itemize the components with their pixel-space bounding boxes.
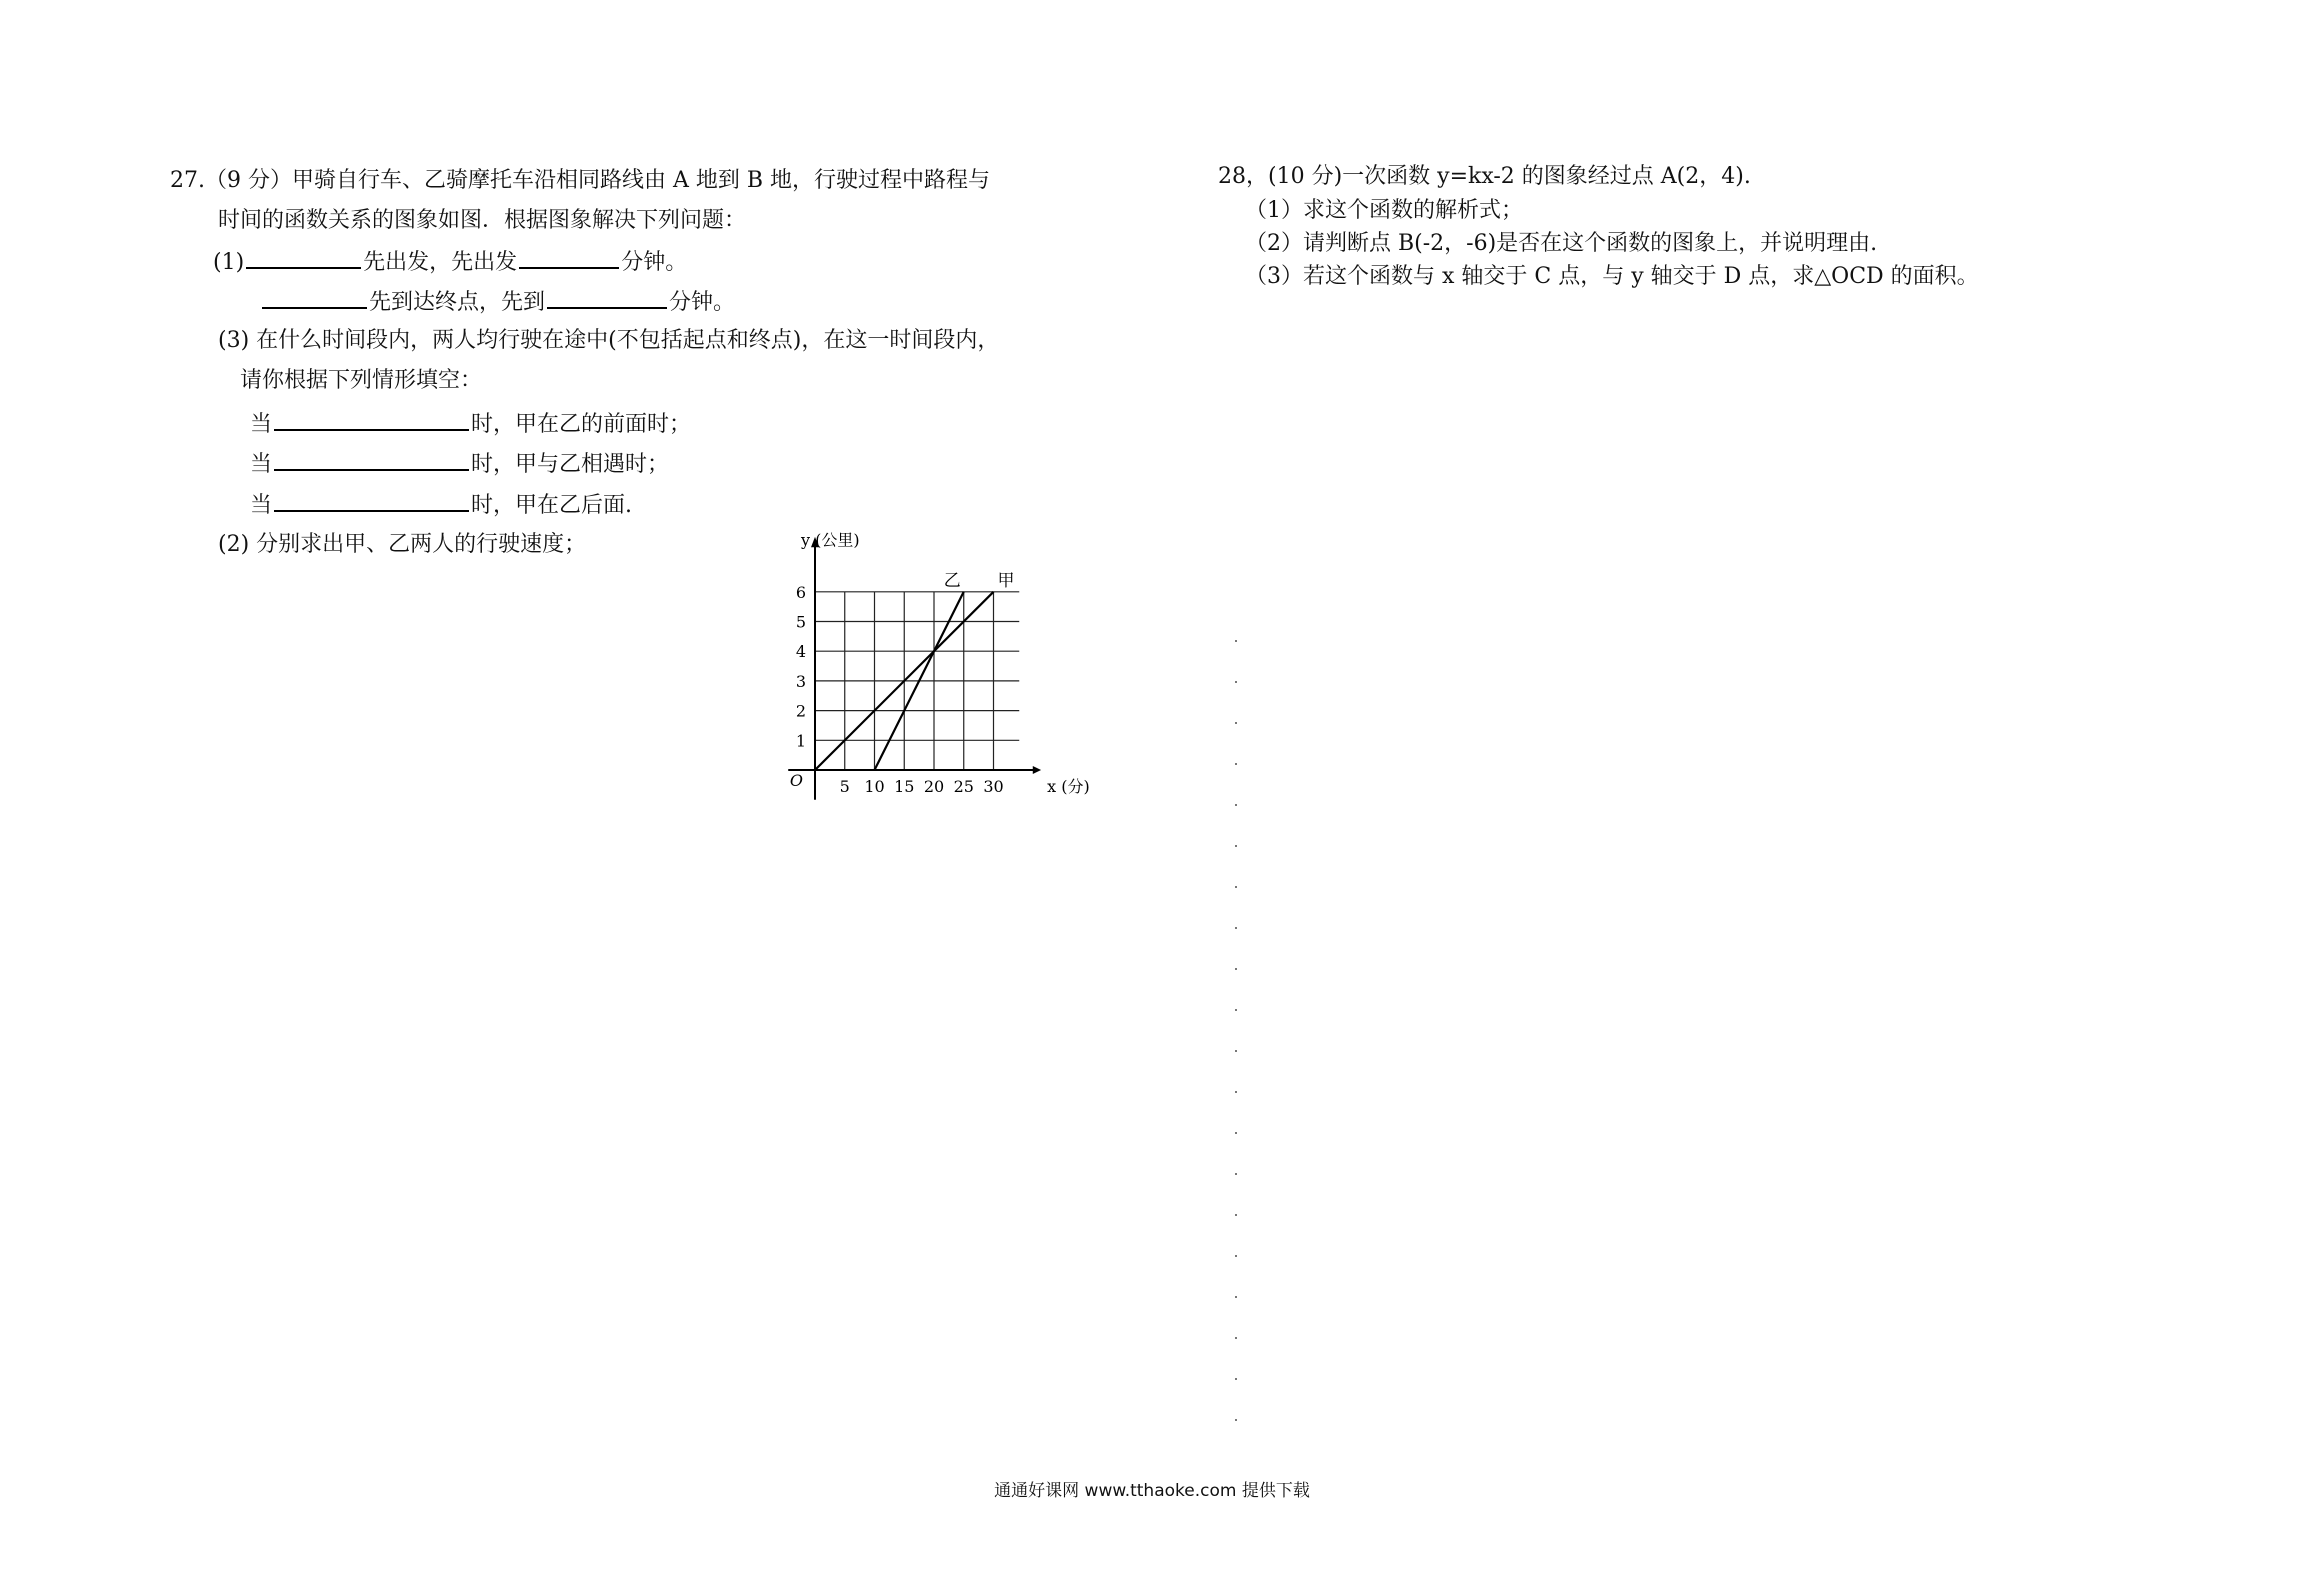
fold-dot (1235, 1132, 1237, 1134)
x-tick-label: 30 (983, 777, 1004, 796)
q27-part1b-mid: 先到达终点，先到 (369, 290, 546, 315)
answer-blank-first-finisher[interactable] (262, 285, 367, 309)
answer-blank-meet[interactable] (274, 447, 469, 471)
answer-blank-ahead[interactable] (274, 407, 469, 431)
fold-dot (1235, 1050, 1237, 1052)
case-suffix: 时，甲与乙相遇时； (471, 452, 670, 477)
footer-source: 通通好课网 www.tthaoke.com 提供下载 (994, 1481, 1310, 1501)
series-label-yi: 乙 (943, 570, 961, 591)
q27-line-1: 27.（9 分）甲骑自行车、乙骑摩托车沿相同路线由 A 地到 B 地，行驶过程中路程与 (170, 168, 991, 193)
fold-dot (1235, 927, 1237, 929)
q28-item-2: （2）请判断点 B(-2，-6)是否在这个函数的图象上，并说明理由. (1245, 231, 1878, 256)
fold-dot (1235, 763, 1237, 765)
q28-line-1: 28，(10 分)一次函数 y=kx-2 的图象经过点 A(2，4). (1218, 164, 1751, 189)
case-prefix: 当 (250, 452, 273, 477)
fold-dot (1235, 1419, 1237, 1421)
x-tick-label: 5 (839, 777, 850, 796)
answer-blank-first-starter[interactable] (246, 245, 361, 269)
y-tick-label: 6 (795, 582, 806, 602)
y-tick-label: 2 (795, 701, 806, 721)
q27-part1b-suffix: 分钟。 (669, 290, 736, 315)
fold-dot (1235, 1296, 1237, 1298)
fold-dot (1235, 722, 1237, 724)
series-label-jia: 甲 (997, 570, 1015, 591)
fold-dot (1235, 1255, 1237, 1257)
fold-dot (1235, 640, 1237, 642)
y-tick-label: 4 (795, 642, 806, 662)
fold-dot (1235, 1091, 1237, 1093)
x-axis-arrow (1033, 766, 1041, 774)
q27-part1-prefix: (1) (213, 250, 245, 275)
q27-part3-line-1: (3) 在什么时间段内，两人均行驶在途中(不包括起点和终点)，在这一时间段内， (218, 328, 1000, 353)
q27-case-behind (250, 488, 632, 521)
fold-dot (1235, 681, 1237, 683)
fold-dot (1235, 845, 1237, 847)
fold-dot (1235, 968, 1237, 970)
x-axis-label: x (分) (1047, 777, 1090, 796)
q27-case-meet (250, 447, 669, 480)
fold-dot (1235, 804, 1237, 806)
answer-blank-behind[interactable] (274, 488, 469, 512)
y-axis-label: y (公里) (801, 530, 860, 550)
distance-time-chart (760, 520, 1090, 820)
x-tick-label: 10 (864, 777, 885, 796)
q27-part1 (213, 245, 687, 278)
q27-part2: (2) 分别求出甲、乙两人的行驶速度； (218, 532, 587, 557)
case-prefix: 当 (250, 493, 273, 518)
fold-dot (1235, 1214, 1237, 1216)
case-suffix: 时，甲在乙后面. (471, 493, 633, 518)
q27-line-2: 时间的函数关系的图象如图．根据图象解决下列问题： (218, 208, 747, 233)
y-tick-label: 5 (795, 612, 806, 632)
x-tick-label: 20 (923, 777, 945, 796)
q27-part1-suffix: 分钟。 (621, 250, 688, 275)
answer-blank-start-minutes[interactable] (519, 245, 619, 269)
case-prefix: 当 (250, 412, 273, 437)
fold-dot (1235, 1337, 1237, 1339)
fold-dot (1235, 886, 1237, 888)
fold-dotted-line (1235, 640, 1241, 1440)
q27-part3-line-2: 请你根据下列情形填空： (240, 368, 483, 393)
q28-item-1: （1）求这个函数的解析式； (1245, 198, 1523, 223)
q27-case-ahead (250, 407, 691, 440)
case-suffix: 时，甲在乙的前面时； (471, 412, 692, 437)
fold-dot (1235, 1378, 1237, 1380)
x-tick-label: 25 (953, 777, 974, 796)
x-tick-label: 15 (894, 777, 915, 796)
q27-part1b (260, 285, 735, 318)
q28-item-3: （3）若这个函数与 x 轴交于 C 点，与 y 轴交于 D 点，求△OCD 的面积。 (1245, 264, 1979, 289)
origin-label: O (789, 771, 803, 790)
fold-dot (1235, 1009, 1237, 1011)
fold-dot (1235, 1173, 1237, 1175)
y-tick-label: 3 (795, 671, 806, 691)
q27-part1-mid: 先出发，先出发 (363, 250, 518, 275)
answer-blank-finish-minutes[interactable] (547, 285, 667, 309)
y-tick-label: 1 (795, 731, 806, 751)
